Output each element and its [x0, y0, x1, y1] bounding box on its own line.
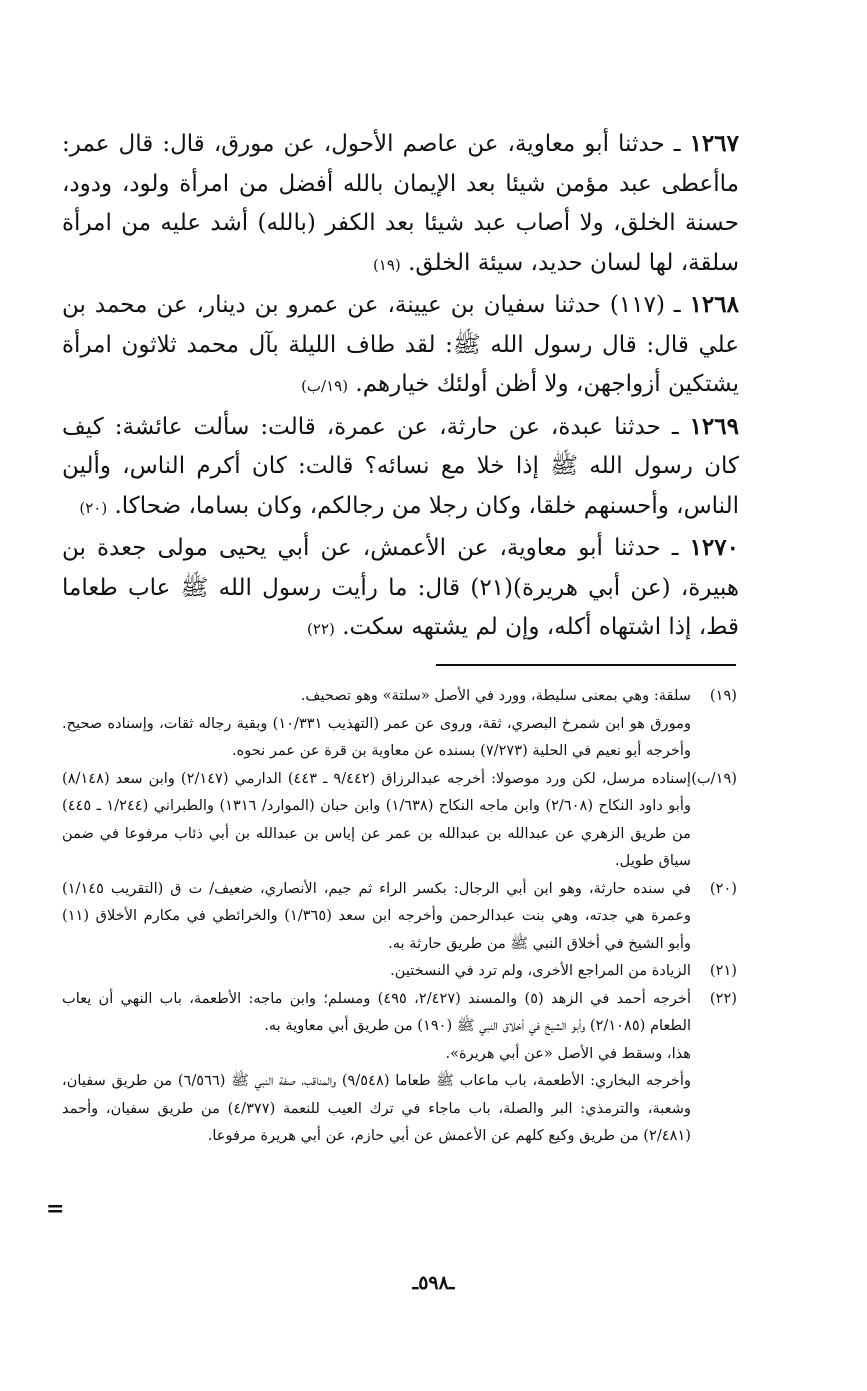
hadith-text: ـ حدثنا أبو معاوية، عن الأعمش، عن أبي يحيى مولى جعدة بن هبيرة، (عن أبي هريرة)(٢١) قال: ما رأيت رسول الله ﷺ عاب طعاما قط، إذا اشتهاه أكله، وإن لم يشتهه سكت. — [62, 535, 739, 640]
hadith-text: ـ حدثنا عبدة، عن حارثة، عن عمرة، قالت: سألت عائشة: كيف كان رسول الله ﷺ إذا خلا مع نسائه؟ قالت: كان أكرم الناس، وألين الناس، وأحسنهم خلقا، وكان رجلا من رجالكم، وكان بساما، ضحاكا. — [62, 413, 739, 519]
page-number: ـ٥٩٨ـ — [412, 1272, 455, 1294]
footnote-number: (٢٢) — [709, 989, 737, 1007]
main-text — [62, 124, 739, 650]
hadith-1268 — [62, 285, 739, 407]
footnote-paragraph: سلقة: وهي بمعنى سليطة، وورد في الأصل «سلتة» وهو تصحيف. — [300, 687, 691, 704]
footnote-number: (١٩) — [709, 687, 737, 704]
footnote-body — [62, 985, 691, 1150]
footnote-divider — [436, 664, 736, 666]
footnote-paragraph: أخرجه أحمد في الزهد (٥) والمسند (٢/٤٢٧، ٤٩٥) ومسلم؛ وابن ماجه: الأطعمة، باب النهي أن يعاب الطعام (٢/١٠٨٥) وأبو الشيخ في أخلاق النبي ﷺ (١٩٠) من طريق أبي معاوية به. — [62, 989, 692, 1034]
hadith-1270 — [62, 528, 739, 650]
footnote-21 — [62, 957, 737, 985]
footnote-number: (١٩/ب) — [691, 769, 737, 787]
footnote-paragraph: في سنده حارثة، وهو ابن أبي الرجال: بكسر الراء ثم جيم، الأنصاري، ضعيف/ ت ق (التقريب ١/١٤٥) وعمرة هي جدته، وهي بنت عبدالرحمن وأخرجه ابن سعد (١/٣٦٥) والخرائطي في مكارم الأخلاق (١١) وأبو الشيخ في أخلاق النبي ﷺ من طريق حارثة به. — [62, 879, 691, 952]
hadith-number: ١٢٦٨ — [689, 291, 739, 318]
footnotes — [62, 682, 737, 1150]
footnote-ref: (١٩/ب) — [301, 377, 349, 395]
hadith-text: ـ (١١٧) حدثنا سفيان بن عيينة، عن عمرو بن دينار، عن محمد بن علي قال: قال رسول الله ﷺ: لقد طاف الليلة بآل محمد ثلاثون امرأة يشتكين أزواجهن، ولا أظن أولئك خيارهم. — [62, 292, 739, 397]
footnote-body — [62, 957, 691, 985]
hadith-number: ١٢٦٩ — [689, 412, 739, 440]
footnote-paragraph: الزيادة من المراجع الأخرى، ولم ترد في النسختين. — [390, 962, 691, 979]
footnote-paragraph: إسناده مرسل، لكن ورد موصولا: أخرجه عبدالرزاق (٩/٤٤٢ ـ ٤٤٣) الدارمي (٢/١٤٧) وابن سعد (٨/١٤٨) وأبو داود النكاح (٢/٦٠٨) وابن ماجه النكاح (١/٦٣٨) وابن حبان (الموارد/ ١٣١٦) والطبراني (١/٢٤٤ ـ ٤٤٥) من طريق الزهري عن عبدالله بن عبدالله بن عمر عن إياس بن عبدالله بن أبي ذئاب مرفوعا في ضمن سياق طويل. — [62, 769, 691, 869]
continuation-mark: = — [46, 1196, 65, 1222]
footnote-ref: (٢٢) — [307, 620, 335, 638]
footnote-paragraph: هذا، وسقط في الأصل «عن أبي هريرة». — [445, 1044, 691, 1062]
footnote-body — [62, 765, 691, 875]
hadith-number: ١٢٦٧ — [689, 130, 739, 157]
hadith-text: ـ حدثنا أبو معاوية، عن عاصم الأحول، عن مورق، قال: قال عمر: ماأعطى عبد مؤمن شيئا بعد الإيمان بالله أفضل من امرأة ولود، ودود، حسنة الخلق، ولا أصاب عبد شيئا بعد الكفر (بالله) أشد عليه من امرأة سلقة، لها لسان حديد، سيئة الخلق. — [62, 131, 739, 276]
hadith-1267 — [62, 124, 739, 285]
footnote-body — [62, 875, 691, 958]
footnote-body — [62, 682, 691, 765]
footnote-20 — [62, 875, 737, 958]
footnote-paragraph: وأخرجه البخاري: الأطعمة، باب ماعاب ﷺ طعاما (٩/٥٤٨) والمناقب، صفة النبي ﷺ (٦/٥٦٦) من طريق سفيان، وشعبة، والترمذي: البر والصلة، باب ماجاء في ترك العيب للنعمة (٤/٣٧٧) من طريق سفيان، وأحمد (٢/٤٨١) من طريق وكيع كلهم عن الأعمش عن أبي حازم، عن أبي هريرة مرفوعا. — [62, 1072, 691, 1144]
footnote-number: (٢١) — [709, 962, 737, 979]
footnote-19b — [62, 765, 737, 875]
footnote-ref: (١٩) — [372, 255, 401, 274]
hadith-number: ١٢٧٠ — [689, 534, 739, 561]
footnote-22 — [62, 985, 737, 1150]
footnote-ref: (٢٠) — [79, 498, 108, 517]
footnote-paragraph: ومورق هو ابن شمرخ البصري، ثقة، وروى عن عمر (التهذيب ١٠/٣٣١) وبقية رجاله ثقات، وإسناده صحيح. وأخرجه أبو نعيم في الحلية (٧/٢٧٣) بسنده عن معاوية بن قرة عن عمر نحوه. — [62, 714, 691, 759]
hadith-1269 — [62, 407, 739, 529]
footnote-19 — [62, 682, 737, 765]
footnote-number: (٢٠) — [709, 879, 737, 897]
